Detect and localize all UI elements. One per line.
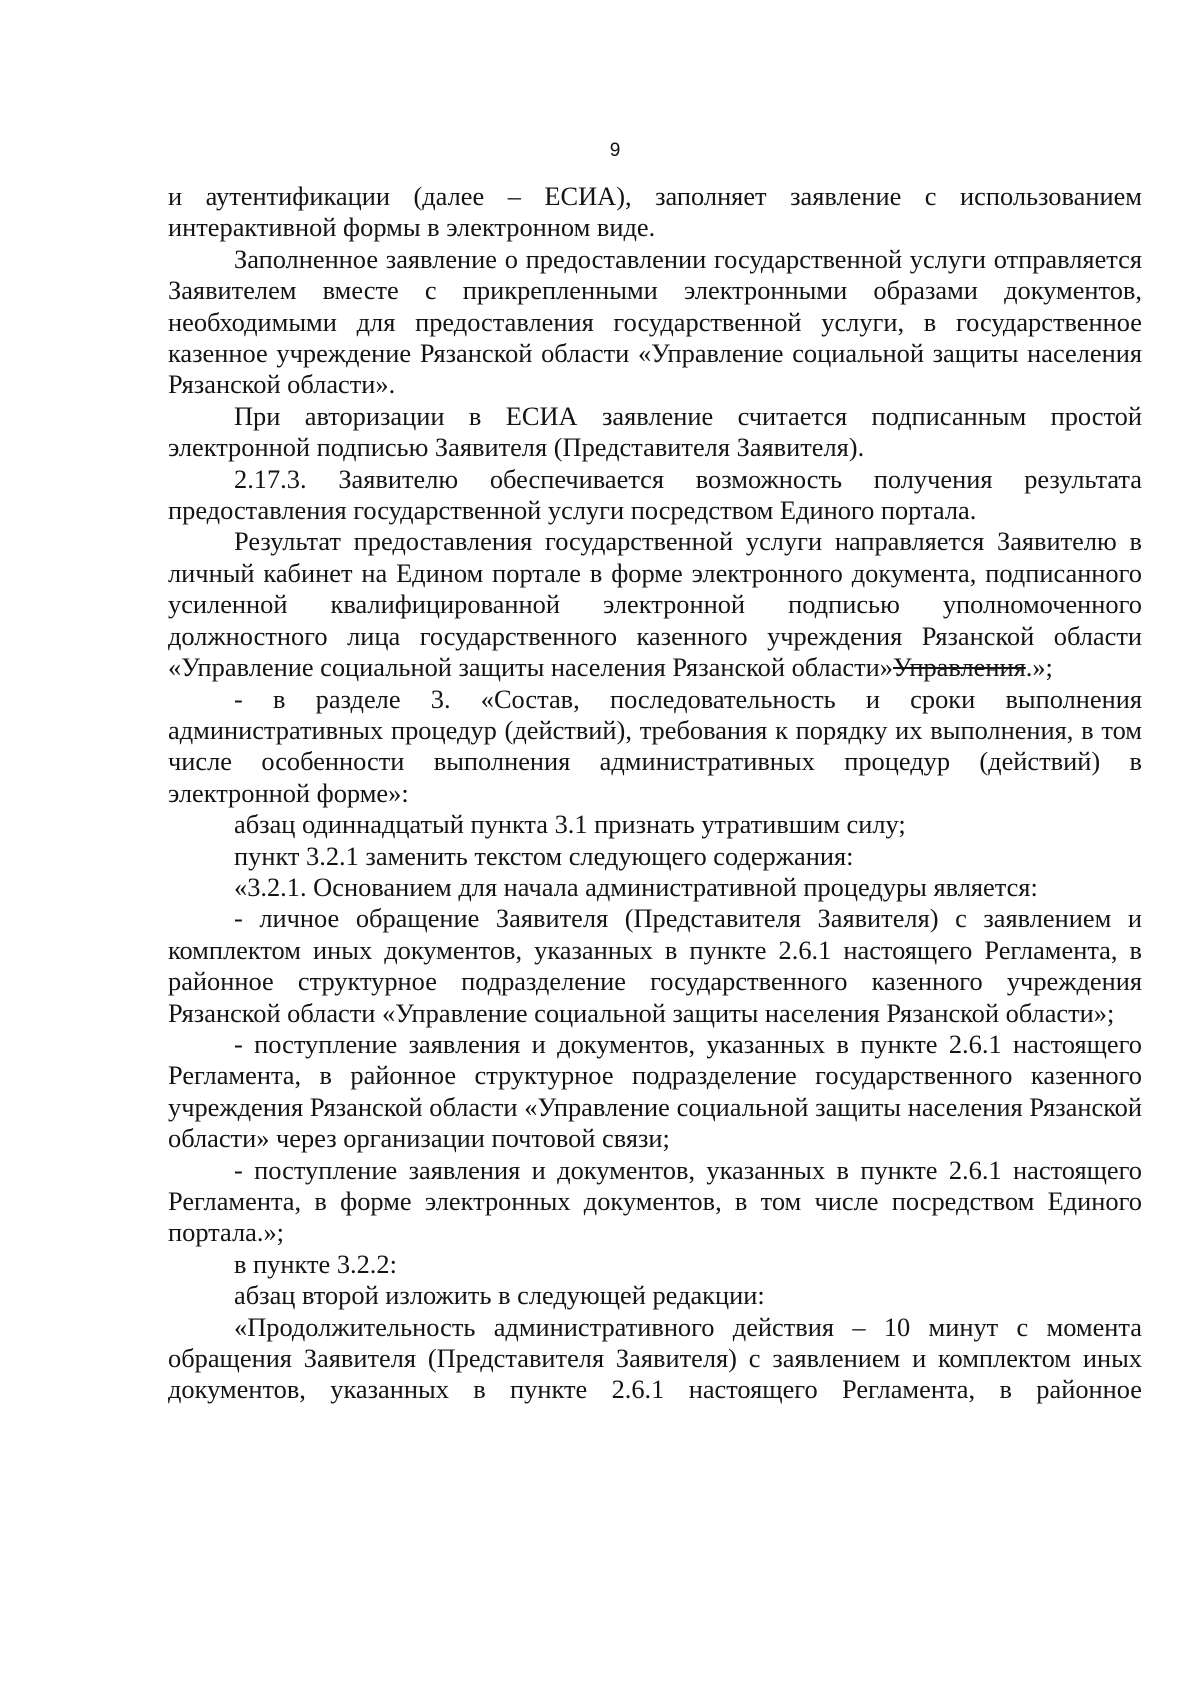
document-body — [168, 181, 1142, 1406]
paragraph-9: «3.2.1. Основанием для начала административной процедуры является: — [234, 871, 1038, 902]
paragraph-8: пункт 3.2.1 заменить текстом следующего содержания: — [234, 840, 854, 871]
paragraph-5 — [168, 526, 1142, 683]
paragraph-6: - в разделе 3. «Состав, последовательность и сроки выполнения административных процедур (действий), требования к порядку их выполнения, в том числе особенности выполнения административных процедур (действий) в электронной форме»: — [168, 683, 1142, 808]
paragraph-15: «Продолжительность административного действия – 10 минут с момента обращения Заявителя (Представителя Заявителя) с заявлением и комплектом иных документов, указанных в пункте 2.6.1 настоящего Регламента, в районное — [168, 1311, 1142, 1405]
struck-word: Управления — [892, 652, 1026, 683]
paragraph-7: абзац одиннадцатый пункта 3.1 признать утратившим силу; — [234, 809, 906, 840]
paragraph-14: абзац второй изложить в следующей редакции: — [234, 1280, 765, 1311]
paragraph-1: и аутентификации (далее – ЕСИА), заполняет заявление с использованием интерактивной формы в электронном виде. — [168, 181, 1142, 243]
paragraph-12: - поступление заявления и документов, указанных в пункте 2.6.1 настоящего Регламента, в форме электронных документов, в том числе посредством Единого портала.»; — [168, 1154, 1142, 1248]
paragraph-2: Заполненное заявление о предоставлении государственной услуги отправляется Заявителем вместе с прикрепленными электронными образами документов, необходимыми для предоставления государственной услуги, в государственное казенное учреждение Рязанской области «Управление социальной защиты населения Рязанской области». — [168, 243, 1142, 400]
paragraph-3: При авторизации в ЕСИА заявление считается подписанным простой электронной подписью Заявителя (Представителя Заявителя). — [168, 400, 1142, 463]
paragraph-10: - личное обращение Заявителя (Представителя Заявителя) с заявлением и комплектом иных документов, указанных в пункте 2.6.1 настоящего Регламента, в районное структурное подразделение государственного казенного учреждения Рязанской области «Управление социальной защиты населения Рязанской области»; — [168, 903, 1142, 1028]
paragraph-4: 2.17.3. Заявителю обеспечивается возможность получения результата предоставления государственной услуги посредством Единого портала. — [168, 463, 1142, 526]
page-number: 9 — [609, 140, 621, 161]
paragraph-5-tail: .»; — [1025, 652, 1053, 683]
paragraph-5-text: Результат предоставления государственной услуги направляется Заявителю в личный кабинет на Едином портале в форме электронного документа, подписанного усиленной квалифицированной электронной подписью уполномоченного должностного лица государственного казенного учреждения Рязанской области «Управление социальной защиты населения Рязанской области» — [168, 526, 1142, 683]
paragraph-13: в пункте 3.2.2: — [234, 1248, 397, 1279]
paragraph-11: - поступление заявления и документов, указанных в пункте 2.6.1 настоящего Регламента, в районное структурное подразделение государственного казенного учреждения Рязанской области «Управление социальной защиты населения Рязанской области» через организации почтовой связи; — [168, 1028, 1142, 1154]
